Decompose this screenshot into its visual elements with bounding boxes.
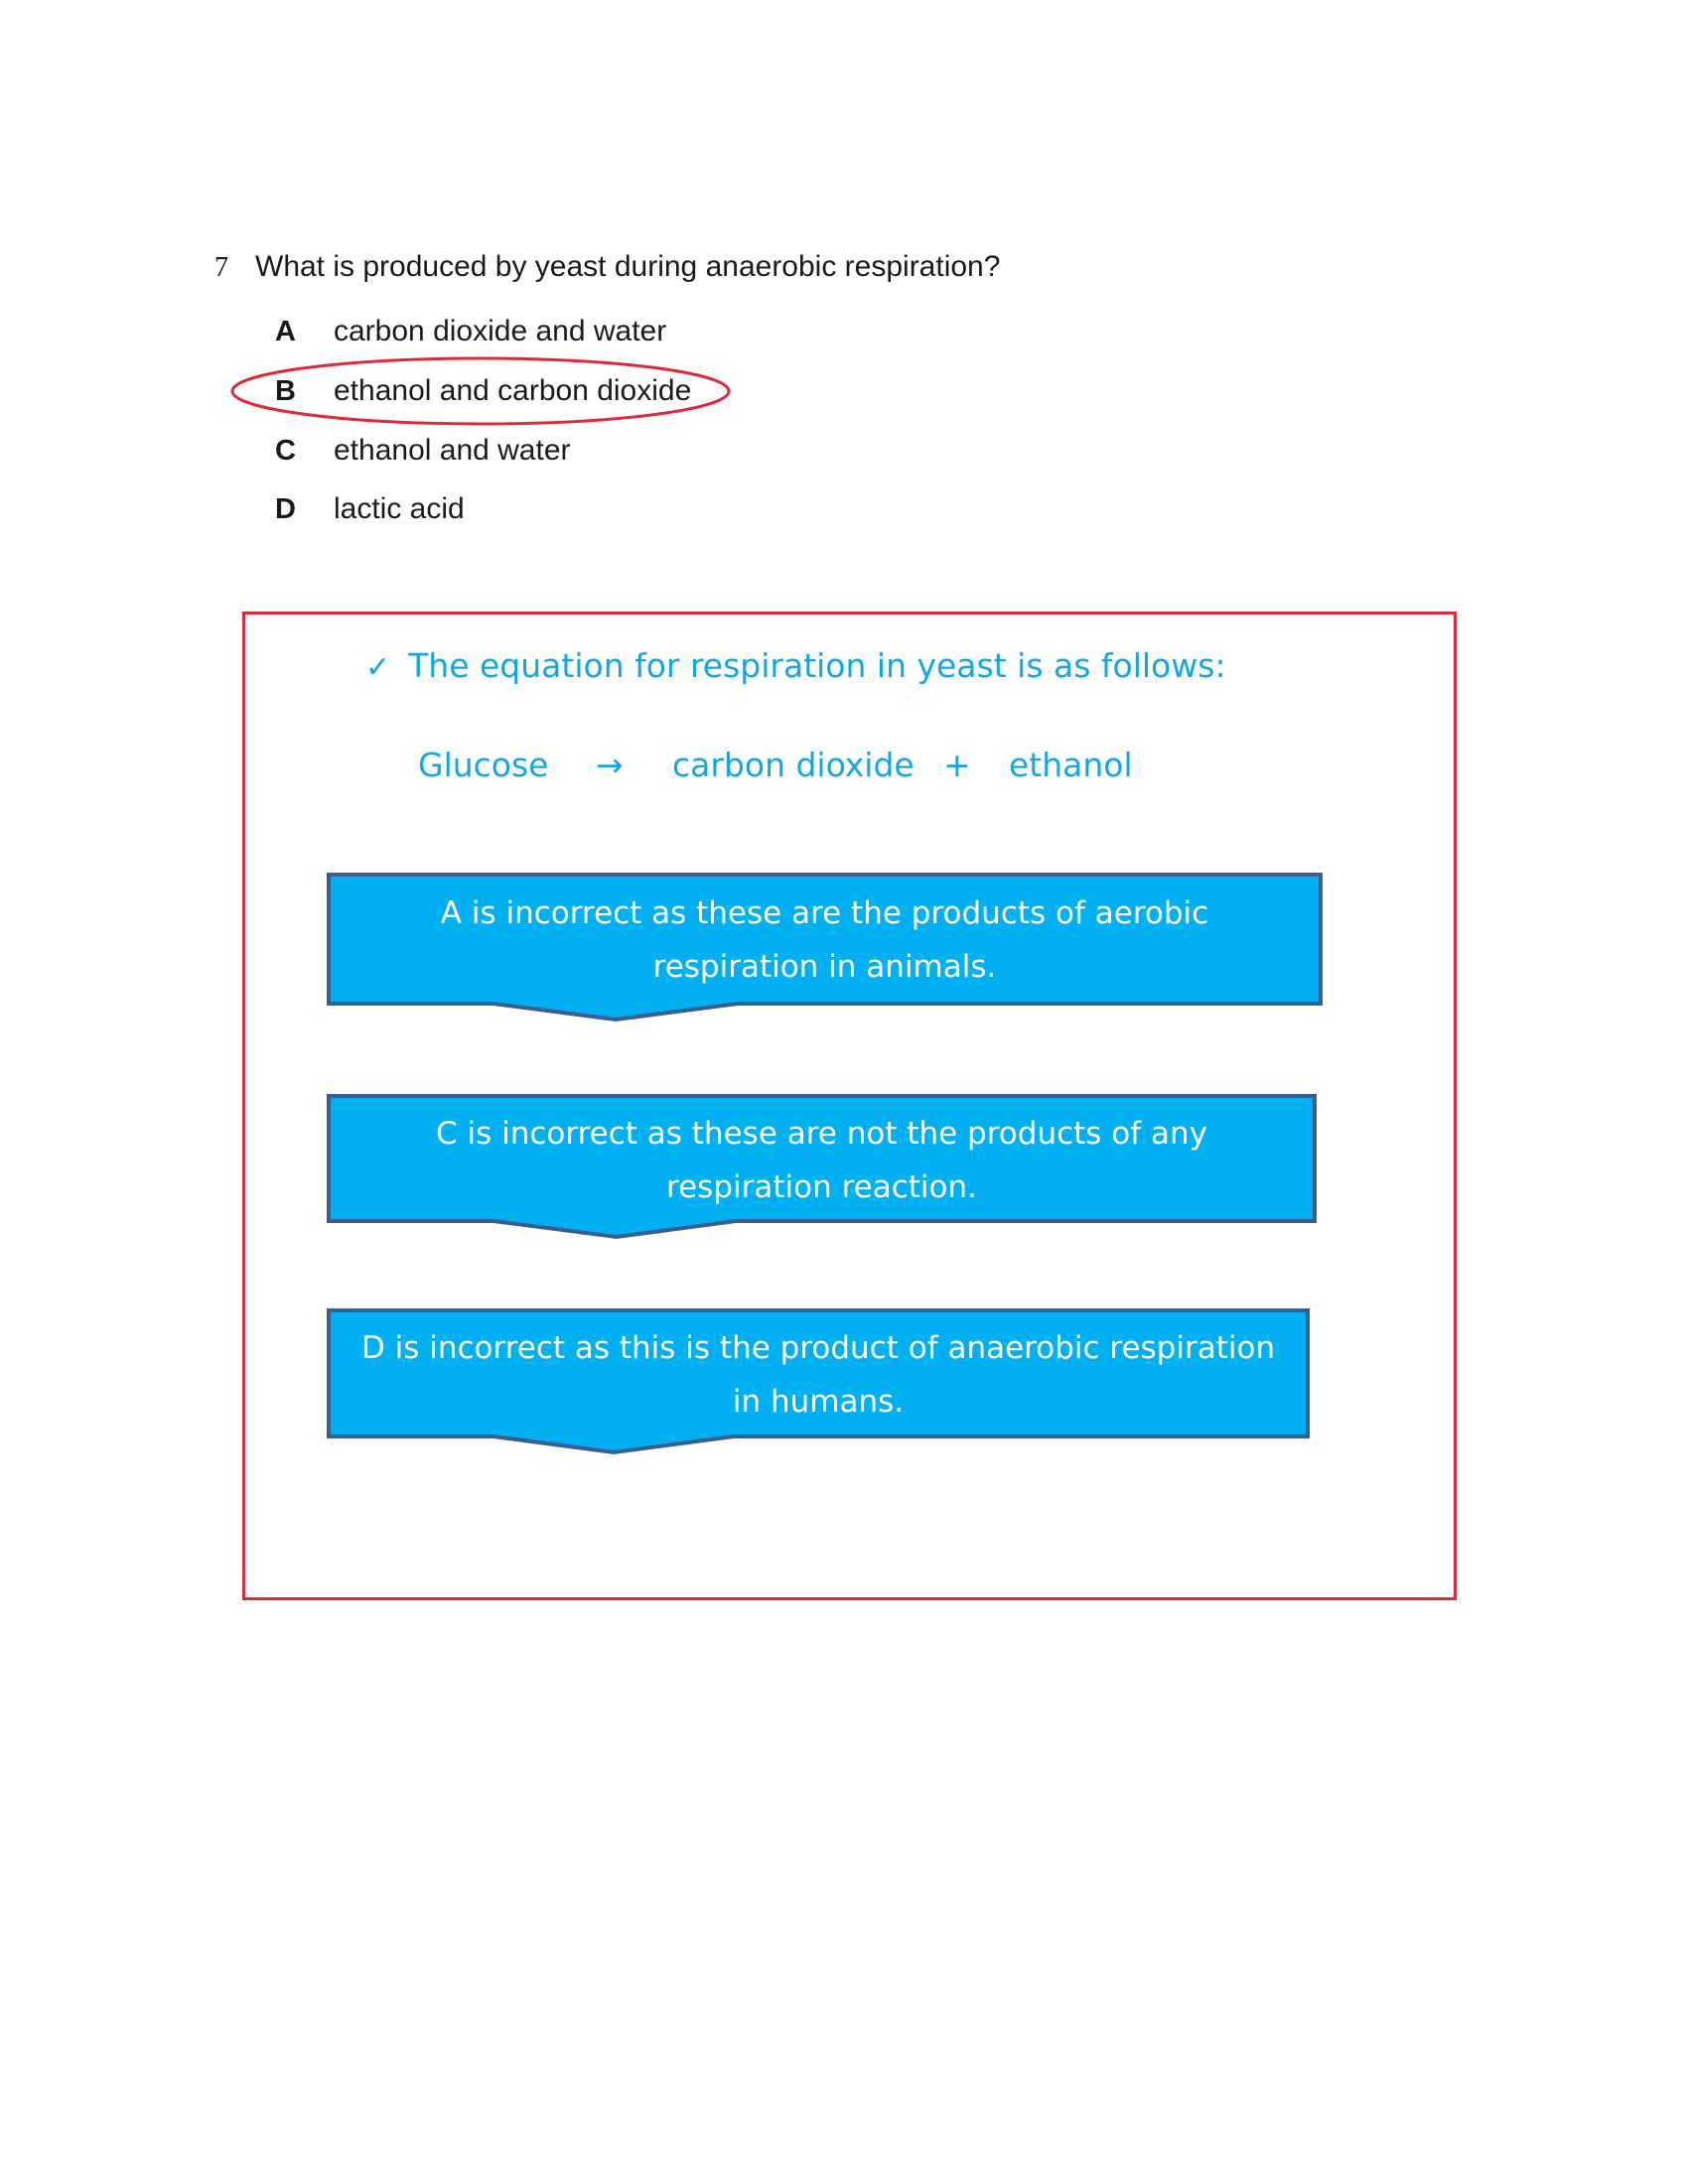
option-c-letter: C [275, 435, 296, 467]
arrow-icon: → [596, 746, 624, 784]
option-b-letter: B [275, 375, 296, 407]
callout-c-line-2: respiration reaction. [666, 1169, 977, 1205]
question-text: What is produced by yeast during anaerobic respiration? [255, 250, 1001, 283]
callout-d-text [333, 1321, 1304, 1429]
callout-a-line-1: A is incorrect as these are the products of aerobic [440, 895, 1209, 931]
equation-reactant: Glucose [418, 746, 549, 784]
option-a-text: carbon dioxide and water [334, 315, 667, 347]
option-b-text: ethanol and carbon dioxide [334, 374, 692, 407]
option-a-letter: A [275, 316, 296, 347]
callout-c-text [333, 1107, 1311, 1214]
option-c-text: ethanol and water [334, 434, 571, 467]
question-number: 7 [214, 252, 228, 283]
callout-c-line-1: C is incorrect as these are not the products of any [435, 1116, 1208, 1152]
option-d-text: lactic acid [334, 492, 465, 525]
equation-plus: + [943, 746, 971, 784]
explanation-heading-text: The equation for respiration in yeast is as follows: [408, 646, 1226, 685]
callout-d-line-1: D is incorrect as this is the product of anaerobic respiration [360, 1330, 1276, 1366]
option-d-letter: D [275, 493, 296, 525]
equation-product-2: ethanol [1009, 746, 1133, 784]
callout-d-line-2: in humans. [732, 1384, 905, 1420]
equation-product-1: carbon dioxide [672, 746, 914, 784]
callout-a-line-2: respiration in animals. [652, 949, 997, 985]
check-icon: ✓ [365, 650, 391, 685]
callout-a-text [333, 887, 1317, 994]
